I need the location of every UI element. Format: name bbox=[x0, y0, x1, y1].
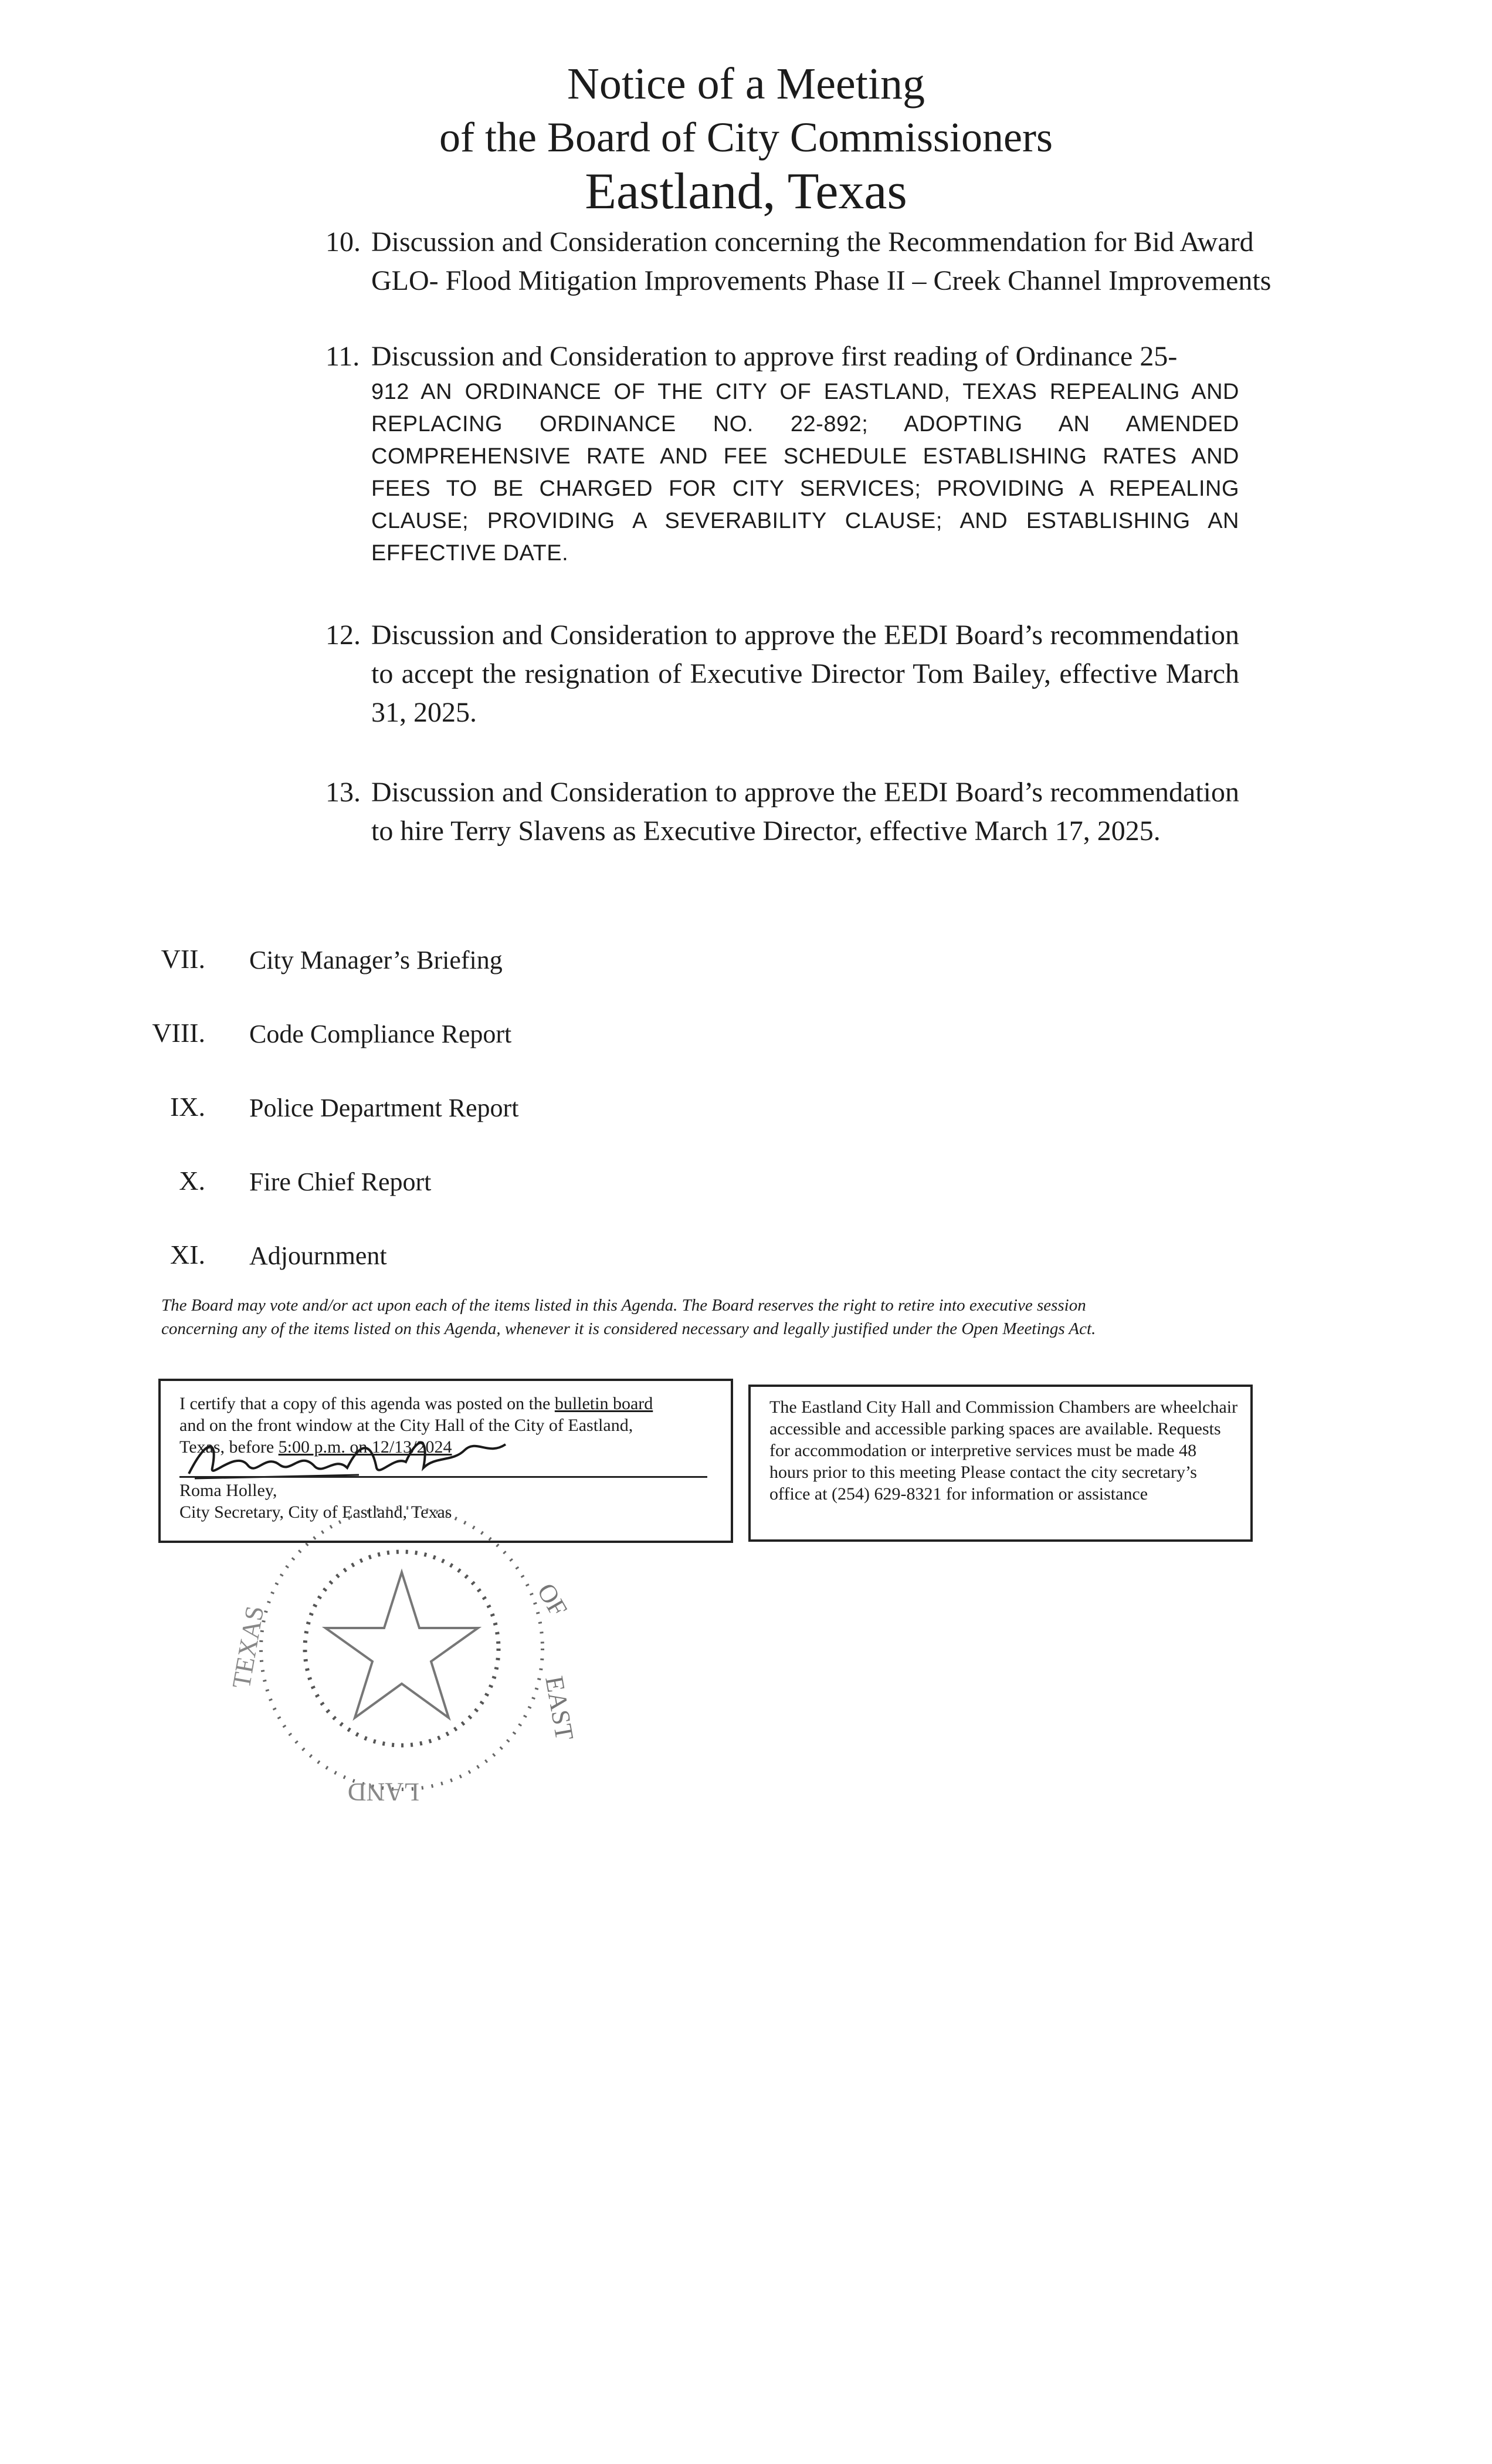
item-intro: Discussion and Consideration to approve first reading of Ordinance 25- bbox=[371, 341, 1178, 372]
section-police-department-report: Police Department Report bbox=[249, 1094, 519, 1122]
svg-text:TEXAS: TEXAS bbox=[226, 1603, 270, 1691]
open-meetings-disclaimer bbox=[161, 1294, 1258, 1341]
ordinance-caption: 912 AN ORDINANCE OF THE CITY OF EASTLAND, TEXAS REPEALING AND REPLACING ORDINANCE NO. 22-892; ADOPTING AN AMENDED COMPREHENSIVE RATE AND FEE SCHEDULE ESTABLISHING RATES AND FEES TO BE CHARGED FOR CITY SERVICES; PROVIDING A REPEALING CLAUSE; PROVIDING A SEVERABILITY CLAUSE; AND ESTABLISHING AN EFFECTIVE DATE. bbox=[371, 380, 1239, 566]
posting-time: 5:00 p.m. on 12/13/2024 bbox=[278, 1437, 452, 1457]
svg-text:OF: OF bbox=[531, 1578, 573, 1622]
city-title: Eastland, Texas bbox=[585, 163, 907, 220]
city-seal-stamp-icon bbox=[208, 1502, 595, 1810]
signer-name: Roma Holley, bbox=[179, 1481, 277, 1500]
agenda-item-12 bbox=[325, 616, 1323, 732]
accessibility-text: The Eastland City Hall and Commission Chambers are wheelchair accessible and accessible parking spaces are available. Requests for accommodation or interpretive services must be made 48 hours prior to this meeting Please contact the city secretary’s office at (254) 629-8321 for information or assistance bbox=[769, 1397, 1238, 1504]
section-city-manager-briefing: City Manager’s Briefing bbox=[249, 946, 503, 974]
certify-part1: I certify that a copy of this agenda was posted on the bbox=[179, 1394, 555, 1413]
item-number: 10. bbox=[325, 226, 361, 258]
section-number: VII. bbox=[161, 944, 205, 974]
agenda-item-10 bbox=[325, 223, 1323, 300]
signer-title: City Secretary, City of Eastland, Texas bbox=[179, 1502, 452, 1522]
item-number: 11. bbox=[325, 341, 360, 372]
section-number: X. bbox=[179, 1166, 205, 1196]
notice-title: Notice of a Meeting bbox=[567, 59, 925, 109]
item-text: Discussion and Consideration to approve the EEDI Board’s recommendation to hire Terry Slavens as Executive Director, effective March 17, 2025. bbox=[371, 777, 1239, 847]
certify-part2: and on the front window at the City Hall of the City of Eastland, bbox=[179, 1416, 633, 1435]
section-number: XI. bbox=[169, 1240, 205, 1270]
section-number: VIII. bbox=[152, 1018, 205, 1048]
section-code-compliance-report: Code Compliance Report bbox=[249, 1020, 512, 1048]
item-text bbox=[371, 337, 1239, 570]
bulletin-board-text: bulletin board bbox=[554, 1394, 653, 1413]
item-line: Discussion and Consideration concerning the Recommendation for Bid Award bbox=[371, 226, 1254, 258]
accessibility-box bbox=[748, 1385, 1253, 1542]
disclaimer-line: The Board may vote and/or act upon each of the items listed in this Agenda. The Board reserves the right to retire into executive session bbox=[161, 1296, 1086, 1315]
svg-text:LAND: LAND bbox=[347, 1778, 419, 1806]
item-number: 12. bbox=[325, 620, 361, 651]
section-number: IX. bbox=[169, 1092, 205, 1122]
item-text: Discussion and Consideration to approve the EEDI Board’s recommendation to accept the resignation of Executive Director Tom Bailey, effective March 31, 2025. bbox=[371, 620, 1239, 728]
agenda-item-13 bbox=[325, 773, 1323, 851]
agenda-item-11 bbox=[325, 337, 1323, 570]
item-text bbox=[371, 223, 1323, 300]
section-fire-chief-report: Fire Chief Report bbox=[249, 1167, 432, 1196]
item-line: GLO- Flood Mitigation Improvements Phase II – Creek Channel Improvements bbox=[371, 265, 1271, 296]
certify-part3: Texas, before bbox=[179, 1437, 279, 1457]
svg-text:EAST: EAST bbox=[540, 1674, 579, 1743]
item-number: 13. bbox=[325, 777, 361, 808]
board-title: of the Board of City Commissioners bbox=[439, 114, 1053, 161]
disclaimer-line: concerning any of the items listed on this Agenda, whenever it is considered necessary and legally justified under the Open Meetings Act. bbox=[161, 1319, 1096, 1338]
signature-line bbox=[179, 1476, 707, 1478]
section-adjournment: Adjournment bbox=[249, 1241, 387, 1270]
